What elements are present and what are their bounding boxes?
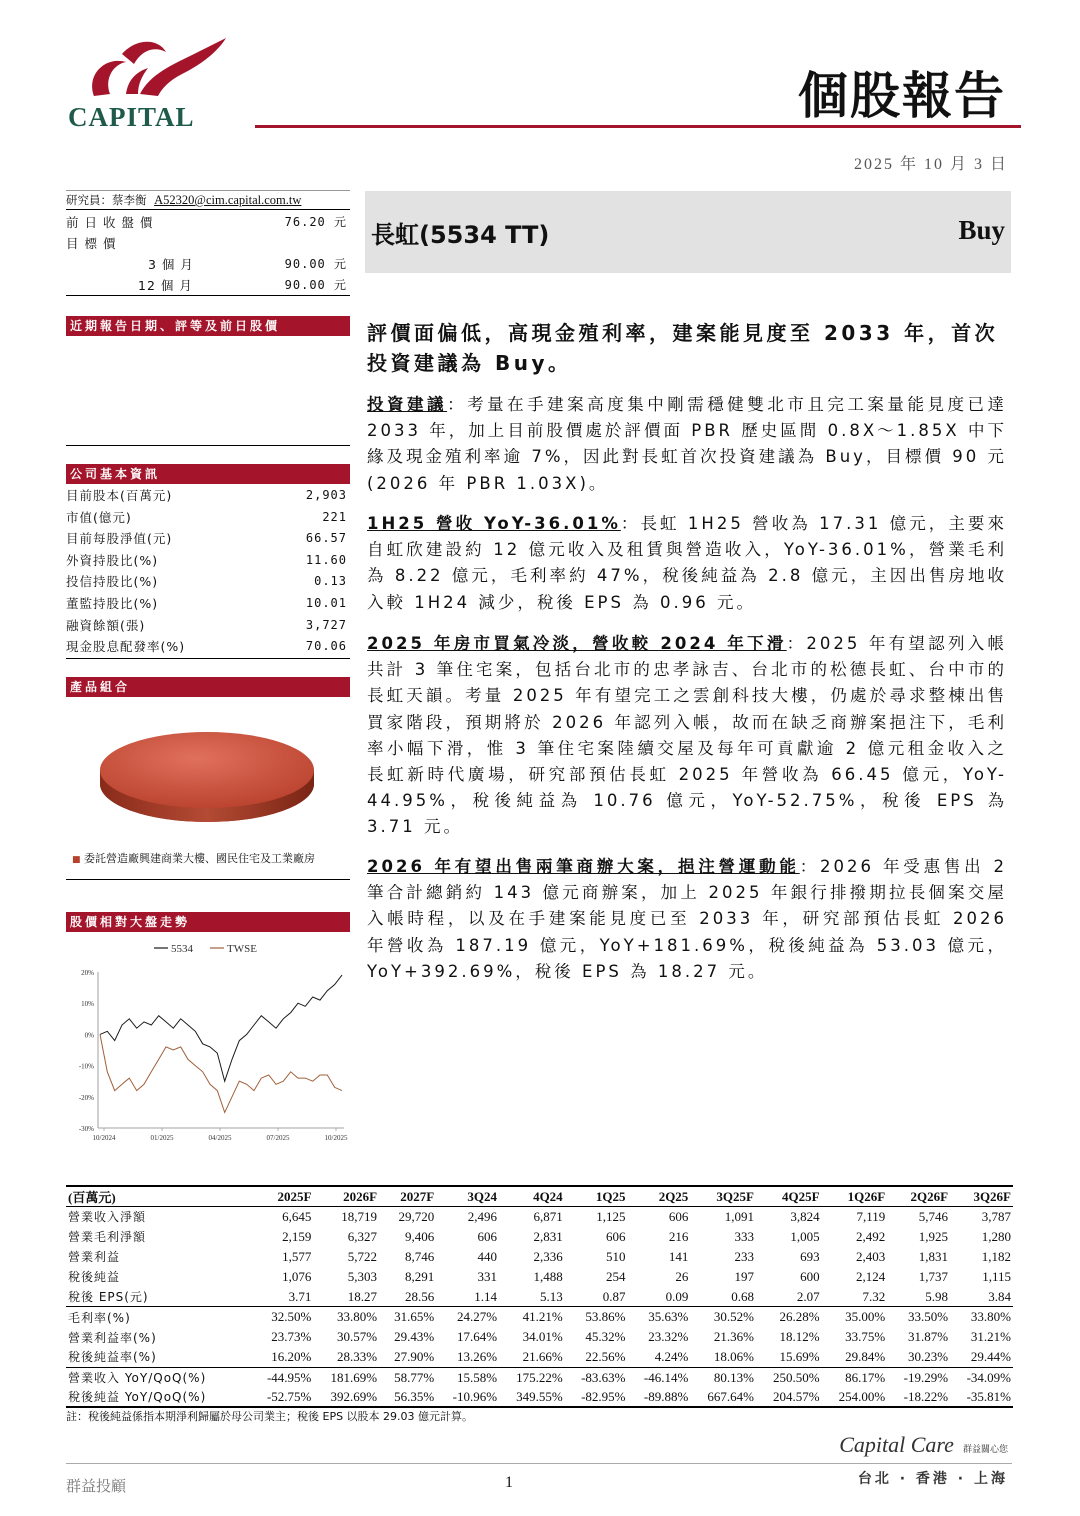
table-cell: 2.07 (796, 1288, 820, 1304)
table-cell: 7,119 (856, 1208, 886, 1224)
table-cell: 21.36% (713, 1329, 754, 1345)
table-cell: 1,577 (282, 1248, 312, 1264)
table-cell: -89.88% (628, 1387, 691, 1407)
table-cell: -44.95% (251, 1367, 314, 1387)
report-headline: 評價面偏低，高現金殖利率，建案能見度至 2033 年，首次投資建議為 Buy。 (367, 321, 999, 375)
basic-row: 現金股息配發率(%) 70.06 (66, 639, 347, 655)
table-cell: 331 (477, 1268, 498, 1284)
paragraph-lead: 1H25 營收 YoY-36.01% (367, 514, 621, 533)
table-row (66, 1267, 1013, 1287)
table-cell: 392.69% (313, 1387, 379, 1407)
table-cell: -82.95% (565, 1387, 628, 1407)
table-cell: 197 (734, 1268, 754, 1284)
table-cell: 0.87 (602, 1288, 626, 1304)
table-cell: 28.56 (404, 1288, 435, 1304)
table-cell: 16.20% (271, 1348, 312, 1364)
table-cell: 31.65% (379, 1307, 436, 1327)
table-cell: 18.27 (347, 1288, 378, 1304)
stock-header-box (365, 191, 1011, 273)
table-cell: 58.77% (379, 1367, 436, 1387)
row-label: 稅後純益率(%) (68, 1350, 157, 1365)
table-cell: 5.98 (925, 1288, 949, 1304)
section-recent-reports: 近期報告日期、評等及前日股價 (66, 316, 350, 336)
table-cell: 41.21% (499, 1307, 565, 1327)
row-label: 營業利益 (68, 1250, 121, 1265)
table-cell: 693 (800, 1248, 820, 1264)
table-cell: 204.57% (756, 1387, 822, 1407)
recent-reports-area (66, 336, 350, 446)
x-tick-label: 04/2025 (208, 1134, 232, 1142)
paragraph-lead: 投資建議 (367, 395, 448, 414)
table-cell: 15.58% (436, 1367, 499, 1387)
table-cell: 9,406 (404, 1228, 435, 1244)
table-cell: 3.84 (988, 1288, 1011, 1304)
table-cell: 2,492 (855, 1228, 886, 1244)
x-tick-label: 10/2025 (324, 1134, 348, 1142)
chart-legend (154, 943, 257, 955)
price-chart (66, 934, 350, 1154)
table-cell: 333 (734, 1228, 754, 1244)
table-row (66, 1227, 1013, 1247)
table-cell: 23.32% (648, 1329, 689, 1345)
section-product-mix: 產品組合 (66, 677, 350, 697)
table-cell: 1,005 (790, 1228, 820, 1244)
table-cell: 1,737 (918, 1268, 949, 1284)
table-cell: -83.63% (565, 1367, 628, 1387)
footer-brand-small: 群益關心您 (962, 1445, 1008, 1455)
table-cell: -52.75% (251, 1387, 314, 1407)
paragraph-lead: 2025 年房市買氣冷淡，營收較 2024 年下滑 (367, 634, 787, 653)
table-cell: 606 (477, 1228, 498, 1244)
table-header-row: (百萬元) 2025F 2026F 2027F 3Q24 4Q24 1Q25 2Q25 3Q25F 4Q25F 1Q26F 2Q26F 3Q26F (66, 1186, 1013, 1207)
table-cell: 2,496 (467, 1208, 498, 1224)
table-cell: 2,403 (855, 1248, 886, 1264)
analyst-name: 研究員：蔡李衡 (66, 193, 147, 207)
section-basic-info: 公司基本資訊 (66, 464, 350, 484)
basic-row: 董監持股比(%) 10.01 (66, 596, 347, 611)
table-cell: 0.68 (731, 1288, 754, 1304)
table-cell: 1,182 (981, 1248, 1011, 1264)
basic-row: 外資持股比(%) 11.60 (66, 552, 347, 568)
table-cell: 35.00% (822, 1307, 888, 1327)
table-row (66, 1287, 1013, 1307)
table-cell: 2,831 (533, 1228, 563, 1244)
table-cell: 600 (800, 1268, 820, 1284)
table-cell: -10.96% (436, 1387, 499, 1407)
table-cell: 5,722 (347, 1248, 378, 1264)
table-cell: 440 (477, 1248, 498, 1264)
table-cell: 181.69% (313, 1367, 379, 1387)
table-cell: 606 (606, 1228, 626, 1244)
table-cell: 1,488 (533, 1268, 563, 1284)
y-tick-label: -30% (78, 1125, 94, 1133)
stock-rating: Buy (958, 215, 1005, 245)
paragraph-1h25: 1H25 營收 YoY-36.01%：長虹 1H25 營收為 17.31 億元，主要來自虹欣建設約 12 億元收入及租賃與營造收入，YoY-36.01%，營業毛利為 8.22 億元，毛利率約 47%，稅後純益為 2.8 億元，主因出售房地收入較 1H24 減少，稅後 EPS 為 0.96 元。 (367, 514, 1007, 612)
table-cell: 2,336 (533, 1248, 563, 1264)
footer-rule (66, 1463, 1012, 1464)
table-row (66, 1207, 1013, 1227)
analyst-email[interactable]: A52320@cim.capital.com.tw (154, 193, 302, 207)
table-cell: 32.50% (251, 1307, 314, 1327)
footer-cities: 台北 · 香港 · 上海 (857, 1471, 1008, 1487)
table-cell: 29.43% (394, 1329, 435, 1345)
basic-info-table (66, 485, 350, 659)
table-cell: 53.86% (565, 1307, 628, 1327)
product-pie-chart (66, 700, 350, 880)
table-cell: 26 (675, 1268, 689, 1284)
table-cell: 18.06% (713, 1348, 754, 1364)
paragraph-2025: 2025 年房市買氣冷淡，營收較 2024 年下滑：2025 年有望認列入帳共計 3 筆住宅案，包括台北市的忠孝詠吉、台北市的松德長虹、台中市的長虹天韻。考量 2025 年有望完工之雲創科技大樓，仍處於尋求整棟出售買家階段，預期將於 2026 年認列入帳，故而在缺乏商辦案挹注下，毛利率小幅下滑，惟 3 筆住宅案陸續交屋及每年可貢獻逾 2 億元租金收入之長虹新時代廣場，研究部預估長虹 2025 年營收為 66.45 億元，YoY-44.95%，稅後純益為 10.76 億元，YoY-52.75%，稅後 EPS 為 3.71 元。 (367, 634, 1007, 837)
price-row-3m: 3 個 月 90.00 元 (148, 257, 347, 272)
x-tick-label: 10/2024 (92, 1134, 116, 1142)
table-cell: -35.81% (950, 1387, 1013, 1407)
table-cell: 31.21% (970, 1329, 1011, 1345)
table-cell: 8,291 (404, 1268, 435, 1284)
table-cell: 21.66% (522, 1348, 563, 1364)
table-cell: 1,280 (981, 1228, 1011, 1244)
table-cell: 30.52% (690, 1307, 756, 1327)
table-row (66, 1327, 1013, 1347)
table-cell: 1,115 (982, 1268, 1011, 1284)
table-cell: 6,327 (347, 1228, 378, 1244)
table-cell: 5,303 (347, 1268, 378, 1284)
table-cell: 2,124 (855, 1268, 886, 1284)
y-tick-label: -20% (78, 1093, 94, 1102)
table-cell: 1.14 (474, 1288, 498, 1304)
footer-brand (839, 1432, 1008, 1458)
pie-3d-icon (66, 700, 350, 840)
table-cell: 141 (668, 1248, 689, 1264)
series-line-TWSE (100, 1034, 342, 1112)
table-cell: 29.44% (970, 1348, 1011, 1364)
row-label: 營業收入淨額 (68, 1210, 147, 1225)
table-cell: 1,091 (724, 1208, 754, 1224)
table-row (66, 1347, 1013, 1367)
basic-row: 目前股本(百萬元) 2,903 (66, 488, 347, 503)
paragraph-2026: 2026 年有望出售兩筆商辦大案，挹注營運動能：2026 年受惠售出 2 筆合計總銷約 143 億元商辦案，加上 2025 年銀行排撥期拉長個案交屋入帳時程，以及在手建案能見度已至 2033 年，研究部預估長虹 2026 年營收為 187.19 億元，YoY+181.69%，稅後純益為 53.03 億元，YoY+392.69%，稅後 EPS 為 18.27 元。 (367, 857, 1007, 981)
table-cell: 27.90% (394, 1348, 435, 1364)
table-cell: 56.35% (379, 1387, 436, 1407)
row-label: 稅後純益 (68, 1270, 121, 1285)
table-cell: 3,787 (981, 1208, 1011, 1224)
y-tick-label: 0% (84, 1031, 94, 1040)
row-label: 營業毛利淨額 (68, 1230, 147, 1245)
table-cell: 349.55% (499, 1387, 565, 1407)
footer-brand-script: Capital Care (839, 1432, 954, 1457)
report-date: 2025 年 10 月 3 日 (853, 156, 1008, 173)
table-cell: 26.28% (756, 1307, 822, 1327)
table-cell: 6,645 (282, 1208, 312, 1224)
basic-row: 市值(億元) 221 (66, 509, 347, 525)
table-cell: 4.24% (654, 1348, 689, 1364)
price-row-12m: 12 個 月 90.00 元 (138, 278, 347, 293)
y-tick-label: 10% (81, 1000, 94, 1009)
y-tick-label: -10% (78, 1062, 94, 1071)
table-cell: 18,719 (341, 1208, 378, 1224)
table-cell: 35.63% (628, 1307, 691, 1327)
table-cell: 3.71 (288, 1288, 312, 1304)
table-cell: 250.50% (756, 1367, 822, 1387)
table-cell: 28.33% (336, 1348, 378, 1364)
table-note: 註：稅後純益係指本期淨利歸屬於母公司業主；稅後 EPS 以股本 29.03 億元計算。 (66, 1410, 474, 1423)
table-cell: 3,824 (790, 1208, 820, 1224)
table-cell: 45.32% (585, 1329, 626, 1345)
series-line-5534 (100, 975, 342, 1081)
table-cell: 6,871 (533, 1208, 563, 1224)
table-cell: 31.87% (907, 1329, 949, 1345)
x-tick-label: 01/2025 (150, 1134, 174, 1142)
header-rule (255, 125, 1021, 128)
table-cell: 24.27% (436, 1307, 499, 1327)
table-cell: 80.13% (690, 1367, 756, 1387)
table-cell: 216 (668, 1228, 689, 1244)
legend-label: 5534 (171, 943, 193, 955)
legend-label: TWSE (227, 943, 257, 955)
table-cell: -34.09% (950, 1367, 1013, 1387)
table-cell: 7.32 (862, 1288, 886, 1304)
table-cell: 8,746 (404, 1248, 435, 1264)
y-tick-label: 20% (81, 969, 94, 977)
row-label: 稅後純益 YoY/QoQ(%) (66, 1387, 251, 1407)
table-cell: 15.69% (779, 1348, 820, 1364)
table-cell: 34.01% (522, 1329, 563, 1345)
legend-bullet-icon: ■ (72, 855, 81, 865)
table-cell: 1,925 (918, 1228, 949, 1244)
table-cell: 2,159 (282, 1228, 312, 1244)
basic-row: 投信持股比(%) 0.13 (66, 574, 347, 590)
table-cell: 667.64% (690, 1387, 756, 1407)
table-cell: 233 (734, 1248, 754, 1264)
stock-name: 長虹(5534 TT) (371, 221, 550, 249)
price-block (66, 212, 350, 296)
analyst-line (66, 190, 350, 210)
table-cell: 33.80% (313, 1307, 379, 1327)
table-cell: 29,720 (398, 1208, 435, 1224)
table-cell: 5,746 (918, 1208, 949, 1224)
product-legend: ■ 委託營造廠興建商業大樓、國民住宅及工業廠房 (72, 852, 316, 865)
table-cell: 30.57% (336, 1329, 378, 1345)
table-cell: 23.73% (271, 1329, 312, 1345)
table-row (66, 1367, 1013, 1387)
table-cell: 13.26% (456, 1348, 498, 1364)
table-cell: 33.75% (845, 1329, 886, 1345)
table-cell: 1,125 (596, 1208, 626, 1224)
table-cell: 33.80% (950, 1307, 1013, 1327)
row-label: 毛利率(%) (66, 1307, 251, 1327)
table-cell: -46.14% (628, 1367, 691, 1387)
basic-row: 融資餘額(張) 3,727 (66, 617, 347, 633)
logo-mark-icon (66, 34, 236, 104)
footer-company: 群益投顧 (66, 1477, 127, 1495)
table-cell: 175.22% (499, 1367, 565, 1387)
paragraph-recommendation: 投資建議：考量在手建案高度集中剛需穩健雙北市且完工案量能見度已達 2033 年，加上目前股價處於評價面 PBR 歷史區間 0.8X～1.85X 中下緣及現金殖利率逾 7%，因此對長虹首次投資建議為 Buy，目標價 90 元(2026 年 PBR 1.03X)。 (367, 395, 1008, 493)
row-label: 營業利益率(%) (68, 1330, 157, 1345)
table-cell: 86.17% (822, 1367, 888, 1387)
page-title: 個股報告 (798, 67, 1006, 125)
table-row (66, 1247, 1013, 1267)
table-cell: 29.84% (845, 1348, 886, 1364)
table-cell: -18.22% (887, 1387, 950, 1407)
price-row-target: 目 標 價 (66, 236, 117, 251)
basic-row: 目前每股淨值(元) 66.57 (66, 531, 347, 547)
table-cell: 18.12% (779, 1329, 820, 1345)
table-cell: 0.09 (665, 1288, 689, 1304)
section-price-chart: 股價相對大盤走勢 (66, 912, 350, 932)
logo-text: CAPITAL (68, 102, 195, 132)
price-chart-svg (66, 934, 350, 1154)
table-cell: 5.13 (539, 1288, 563, 1304)
table-cell: 22.56% (585, 1348, 626, 1364)
logo (66, 34, 236, 134)
table-row (66, 1387, 1013, 1407)
paragraph-lead: 2026 年有望出售兩筆商辦大案，挹注營運動能 (367, 857, 800, 876)
page-number: 1 (505, 1474, 513, 1491)
row-label: 營業收入 YoY/QoQ(%) (66, 1367, 251, 1387)
table-cell: 33.50% (887, 1307, 950, 1327)
table-cell: 606 (668, 1208, 689, 1224)
x-tick-label: 07/2025 (266, 1134, 290, 1142)
table-row (66, 1307, 1013, 1327)
table-cell: 30.23% (907, 1348, 949, 1364)
table-cell: 254 (606, 1268, 626, 1284)
financial-table (66, 1185, 1013, 1408)
table-cell: 17.64% (456, 1329, 498, 1345)
table-cell: -19.29% (887, 1367, 950, 1387)
table-cell: 1,076 (282, 1268, 312, 1284)
table-cell: 1,831 (918, 1248, 949, 1264)
table-cell: 510 (606, 1248, 626, 1264)
row-label: 稅後 EPS(元) (68, 1290, 149, 1305)
table-cell: 254.00% (822, 1387, 888, 1407)
price-row-close: 前 日 收 盤 價 76.20 元 (66, 215, 347, 230)
